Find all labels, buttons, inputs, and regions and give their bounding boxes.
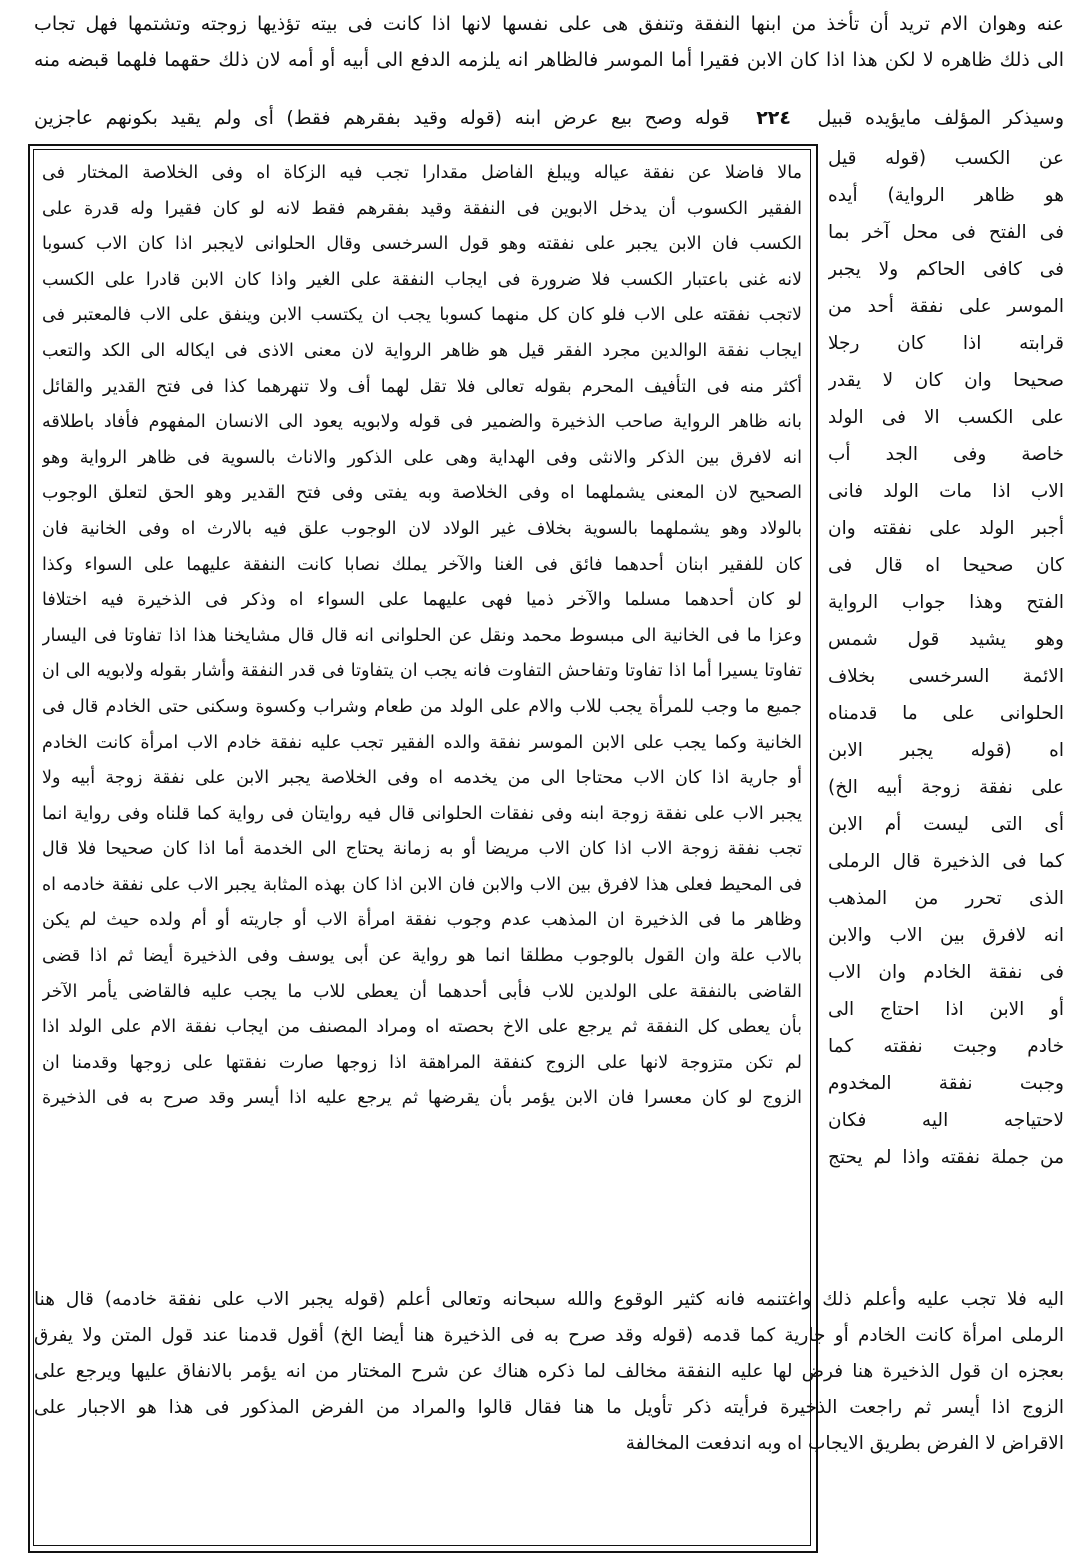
text-line: الخانية وكما يجب على الابن الموسر نفقة والده الفقير تجب عليه نفقة خادم الاب امرأة كانت الخادم	[42, 732, 802, 753]
text-line: الزوج اذا أيسر ثم راجعت الذخيرة فرأيته ذكر تأويل ما هنا فقال قالوا والمراد من الفرض المذكور فى هذا هو الاجبار على	[34, 1397, 1064, 1418]
text-line: أو الابن اذا احتاج الى	[828, 999, 1064, 1020]
text-line: لاحتياجه اليه فكان	[828, 1110, 1064, 1131]
text-line: مالا فاضلا عن نفقة عياله ويبلغ الفاضل مقدارا تجب فيه الزكاة اه وفى الخلاصة المختار فى	[42, 163, 802, 183]
text-line: الزوج لو كان معسرا فان الابن يؤمر بأن يقرضها ثم يرجع عليه اذا أيسر وقد صرح به فى الذخيرة	[42, 1088, 802, 1109]
text-line: على نفقة زوجة أبيه الخ)	[828, 777, 1064, 798]
text-line: الصحيح لان المعنى يشملهما اه وفى الخلاصة وبه يفتى وفى فتح القدير وهو الحق لتعلق الوجوب	[42, 483, 802, 504]
text-line: الفقير الكسوب أن يدخل الابوين فى النفقة وقيد بفقرهم فقط لانه لو كان فقيرا وله قدرة على	[42, 198, 802, 219]
text-line: من جملة نفقته واذا لم يحتج	[828, 1147, 1064, 1168]
text-line: وظاهر ما فى الذخيرة ان المذهب عدم وجوب نفقة امرأة الاب أو جاريته أو أم ولده حيث لم يكن	[42, 910, 802, 931]
text-line: بعجزه ان قول الذخيرة هنا فرض لها عليه النفقة مخالف لما ذكره هناك عن شرح المختار من انه يؤمر بالانفاق عليها ويرجع على	[34, 1361, 1064, 1382]
text-line: لم تكن متزوجة لانها على الزوج كنفقة المراهقة اذا زوجها صارت نفقتها على زوجها وقدمنا ان	[42, 1052, 802, 1073]
text-line: بأن يعطى كل النفقة ثم يرجع على الاخ بحصته اه ومراد المصنف من ايجاب نفقة الام على الولد اذا	[42, 1017, 802, 1038]
text-line: الكسب فان الابن يجبر على نفقته وهو قول السرخسى وقال الحلوانى لايجبر اذا كان الاب كسوبا	[42, 234, 802, 255]
text-line: اليه فلا تجب عليه وأعلم ذلك واغتنمه فانه كثير الوقوع والله سبحانه وتعالى أعلم (قوله يجبر الاب على نفقة خادمه) قال هنا	[34, 1289, 1064, 1310]
text-line: أى التى ليست أم الابن	[828, 814, 1064, 835]
text-line: لانه غنى باعتبار الكسب فلا ضرورة فى ايجاب النفقة على الغير واذا كان الابن قادرا على الكسب	[42, 269, 802, 290]
text-line-last: الاقراض لا الفرض بطريق الايجاب اه وبه اندفعت المخالفة	[625, 1433, 1064, 1454]
page-number: ٢٢٤	[756, 107, 791, 129]
text-line: الحلوانى على ما قدمناه	[828, 703, 1064, 724]
margin-commentary	[828, 140, 1064, 1176]
text-line: يجبر الاب على نفقة زوجة ابنه وفى نفقات الحلوانى قال فيه روايتان فى رواية كما قلناه وفى رواية انما	[42, 803, 802, 824]
text-line: الى ذلك ظاهره لا لكن هذا اذا كان الابن فقيرا أما الموسر فالظاهر انه يلزمه الدفع الى أبيه أو أمه لان ذلك حقهما فلهما قبضه منه	[34, 49, 1064, 71]
text-line: لاتجب نفقته على الاب فلو كان كل منهما كسوبا يجب ان يكتسب الابن وينفق على الاب فالمعتبر فى	[42, 305, 802, 326]
text-line: كان صحيحا اه قال فى	[828, 555, 1064, 576]
text-line: هو ظاهر الرواية) أيده	[828, 185, 1064, 206]
text-line: وجبت نفقة المخدوم	[828, 1073, 1064, 1094]
main-text	[42, 156, 802, 1117]
text-line: فى كافى الحاكم ولا يجبر	[828, 259, 1064, 280]
text-line: القاضى بالنفقة على الولدين للاب فأبى أحدهما أن يعطى للاب ما يجب عليه فالقاضى يأمر الآخر	[42, 981, 802, 1002]
text-line: فى نفقة الخادم وان الاب	[828, 962, 1064, 983]
text-line: انه لافرق بين الذكر والانثى وفى الهداية وهى على الذكور والاناث بالسوية فى ظاهر الرواية وهو	[42, 447, 802, 468]
text-line: خاصة وفى الجد أب	[828, 444, 1064, 465]
header-right-text: وسيذكر المؤلف مايؤيده قبيل	[817, 107, 1064, 129]
text-line: تجب نفقة زوجة الاب اذا كان الاب مريضا أو به زمانة يحتاج الى الخدمة أما اذا كان صحيحا فلا قال	[42, 839, 802, 860]
text-line: كما فى الذخيرة قال الرملى	[828, 851, 1064, 872]
header-left-text: قوله وصح بيع عرض ابنه (قوله وقيد بفقرهم فقط) أى ولم يقيد بكونهم عاجزين	[34, 107, 730, 129]
text-line: اه (قوله يجبر الابن	[828, 740, 1064, 761]
text-line: خادم وجبت نفقته كما	[828, 1036, 1064, 1057]
text-line: أو جارية اذا كان الاب محتاجا الى من يخدمه اه وفى الخلاصة يجبر الابن على نفقة زوجة أبيه ولا	[42, 768, 802, 789]
text-line: صحيحا وان كان لا يقدر	[828, 370, 1064, 391]
text-line: انه لافرق بين الاب والابن	[828, 925, 1064, 946]
text-line: لو كان أحدهما مسلما والآخر ذميا فهى عليهما على السواء اه وذكر فى الذخيرة فيه اختلافا	[42, 590, 802, 611]
text-line: على الكسب الا فى الولد	[828, 407, 1064, 428]
text-line: بالاب علة وان القول بالوجوب مطلقا انما هو رواية عن أبى يوسف وفى الذخيرة أيضا ثم اذا قضى	[42, 946, 802, 967]
text-line: الائمة السرخسى بخلاف	[828, 666, 1064, 687]
running-header	[34, 100, 1064, 136]
text-line: بانه ظاهر الرواية صاحب الذخيرة والضمير فى قوله ولابويه يعود الى الانسان المفهوم فأفاد باطلاقه	[42, 412, 802, 433]
text-line: أكثر منه فى التأفيف المحرم بقوله تعالى فلا تقل لهما أف ولا تنهرهما كذا فى فتح القدير والقائل	[42, 376, 802, 397]
text-line: وهو يشيد قول شمس	[828, 629, 1064, 650]
text-line: أجبر الولد على نفقته وان	[828, 518, 1064, 539]
text-line: الاب اذا مات الولد فانى	[828, 481, 1064, 502]
text-line: الرملى امرأة كانت الخادم أو جارية كما قدمه (قوله وقد صرح به فى الذخيرة هنا أيضا الخ) أقول قدمنا عند قول المتن ولا يفرق	[34, 1325, 1064, 1346]
text-line: فى الفتح فى محل آخر بما	[828, 222, 1064, 243]
text-line: الفتح وهذا جواب الرواية	[828, 592, 1064, 613]
text-line: ايجاب نفقة الوالدين مجرد الفقر قيل هو ظاهر الرواية لان معنى الاذى فى ايكاله الى الكد والتعب	[42, 340, 802, 361]
text-line: قرابته اذا كان رجلا	[828, 333, 1064, 354]
text-line: الموسر على نفقة أحد من	[828, 296, 1064, 317]
text-line: عنه وهوان الام تريد أن تأخذ من ابنها النفقة وتنفق هى على نفسها لانها اذا كانت فى بيته تؤذيها زوجته وتشتمها فهل تجاب	[34, 13, 1064, 35]
text-line: الذى تحرر من المذهب	[828, 888, 1064, 909]
text-line: كان للفقير ابنان أحدهما فائق فى الغنا والآخر يملك نصابا كانت النفقة عليهما على السواء وكذا	[42, 554, 802, 575]
text-line: عن الكسب (قوله قيل	[828, 148, 1064, 169]
text-line: جميع ما وجب للمرأة يجب للاب والام على الولد من طعام وشراب وكسوة وسكنى حتى الخادم قال فى	[42, 696, 802, 717]
bottom-commentary	[34, 1282, 1064, 1462]
text-line: تفاوتا يسيرا أما اذا تفاوتا وتفاحش التفاوت فانه يجب ان يتفاوتا فى قدر النفقة وأشار بقوله ولابويه الى ان	[42, 661, 802, 682]
text-line: بالولاد وهو يشملهما بالسوية بخلاف غير الولاد لان الوجوب علق فيه بالارث اه وفى الخانية فان	[42, 518, 802, 539]
text-line: فى المحيط فعلى هذا لافرق بين الاب والابن فان الابن اذا كان بهذه المثابة يجبر الاب على نفقة خادمه اه	[42, 874, 802, 895]
text-line: وعزا ما فى الخانية الى مبسوط محمد ونقل عن الحلوانى انه قال قال مشايخنا هذا اذا تفاوتا فى اليسار	[42, 625, 802, 646]
top-commentary	[34, 6, 1064, 78]
